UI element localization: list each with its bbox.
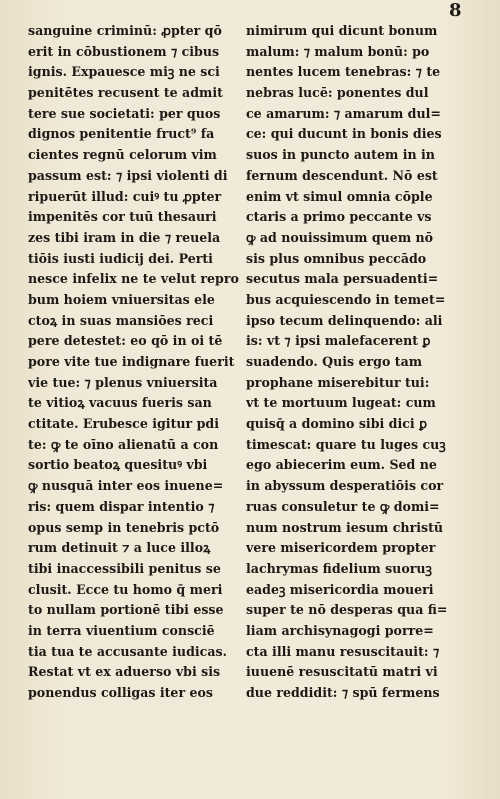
left-column-line: zes tibi iram in die ⁊ reuela xyxy=(28,229,221,245)
right-column-line: nentes lucem tenebras: ⁊ te xyxy=(246,64,441,80)
left-column-line: cientes regnū celorum vim xyxy=(28,147,217,163)
left-column-line: te vitioꝝ vacuus fueris san xyxy=(28,395,212,411)
right-column-line: ruas consuletur te ꝙ domi= xyxy=(246,498,440,514)
left-column-line: sortio beatoꝝ quesituꝰ vbi xyxy=(28,457,208,473)
right-column-line: sis plus omnibus peccādo xyxy=(246,250,427,266)
right-column-line: ctaris a primo peccante vs xyxy=(246,209,432,225)
left-column-line: te: ꝙ te oīno alienatū a con xyxy=(28,436,219,452)
left-column-line: Restat vt ex aduerso vbi sis xyxy=(28,664,221,680)
right-column-line: num nostrum iesum christū xyxy=(246,519,444,535)
right-column-line: vere misericordem propter xyxy=(246,540,436,556)
left-column-line: clusit. Ecce tu homo q̄ meri xyxy=(28,581,223,597)
left-column-line: pore vite tue indignare fuerit xyxy=(28,354,235,369)
right-column-line: cta illi manu resuscitauit: ⁊ xyxy=(246,643,440,659)
right-column-line: nimirum qui dicunt bonum xyxy=(246,23,438,38)
right-text-column xyxy=(246,21,468,704)
right-column-line: enim vt simul omnia cōple xyxy=(246,188,433,204)
page-number: 8 xyxy=(448,0,462,21)
right-column-line: timescat: quare tu luges cuꝫ xyxy=(246,436,446,452)
right-column-line: malum: ⁊ malum bonū: po xyxy=(246,43,430,59)
left-text-column xyxy=(28,21,244,704)
right-column-line: iuuenē resuscitatū matri vi xyxy=(246,664,438,680)
right-column-line: vt te mortuum lugeat: cum xyxy=(246,395,436,411)
left-column-line: in terra viuentium consciē xyxy=(28,622,215,638)
left-column-line: to nullam portionē tibi esse xyxy=(28,602,224,618)
left-column-line: ris: quem dispar intentio ⁊ xyxy=(28,498,215,514)
left-column-line: rum detinuit ⁊ a luce illoꝝ xyxy=(28,540,211,556)
left-column-line: tia tua te accusante iudicas. xyxy=(28,643,227,659)
right-column-line: super te nō desperas qua fi= xyxy=(246,602,448,618)
left-column-line: tiōis iusti iudicij dei. Perti xyxy=(28,250,213,266)
left-column-line: bum hoiem vniuersitas ele xyxy=(28,291,215,307)
left-column-line: ripuerūt illud: cuiꝰ tu ꝓpter xyxy=(28,188,222,204)
right-column-line: ego abiecerim eum. Sed ne xyxy=(246,457,437,473)
right-column-line: ꝙ ad nouissimum quem nō xyxy=(246,229,434,245)
left-column-line: sanguine criminū: ꝓpter qō xyxy=(28,23,222,38)
right-column-line: bus acquiescendo in temet= xyxy=(246,291,446,307)
left-column-line: erit in cōbustionem ⁊ cibus xyxy=(28,43,220,59)
right-column-line: quisq̄ a domino sibi dici ꝑ xyxy=(246,416,428,432)
right-column-line: suadendo. Quis ergo tam xyxy=(246,354,423,369)
left-column-line: vie tue: ⁊ plenus vniuersita xyxy=(28,374,218,390)
right-column-line: lachrymas fidelium suoruꝫ xyxy=(246,560,432,576)
left-column-line: ignis. Expauesce miꝫ ne sci xyxy=(28,64,220,80)
left-column-line: ꝙ nusquā inter eos inuene= xyxy=(28,478,224,494)
left-column-line: penitētes recusent te admit xyxy=(28,85,223,101)
left-column-line: nesce infelix ne te velut repro xyxy=(28,271,239,287)
right-column-line: fernum descendunt. Nō est xyxy=(246,167,438,183)
right-column-line: ce: qui ducunt in bonis dies xyxy=(246,126,442,142)
right-column-line: nebras lucē: ponentes dul xyxy=(246,85,429,101)
right-column-line: due reddidit: ⁊ spū fermens xyxy=(246,685,440,700)
left-column-line: tere sue societati: per quos xyxy=(28,105,221,121)
right-column-line: ce amarum: ⁊ amarum dul= xyxy=(246,105,441,121)
left-column-line: ponendus colligas iter eos xyxy=(28,685,213,700)
right-column-line: prophane miserebitur tui: xyxy=(246,374,430,390)
right-column-line: in abyssum desperatiōis cor xyxy=(246,478,444,494)
left-column-line: pere detestet: eo qō in oi tē xyxy=(28,333,223,349)
right-column-line: eadeꝫ misericordia moueri xyxy=(246,581,434,597)
right-column-line: is: vt ⁊ ipsi malefacerent ꝑ xyxy=(246,333,431,349)
right-column-line: ipso tecum delinquendo: ali xyxy=(246,312,443,328)
right-column-line: secutus mala persuadenti= xyxy=(246,271,439,287)
left-column-line: opus semp in tenebris pctō xyxy=(28,519,220,535)
left-column-line: ctitate. Erubesce igitur pdi xyxy=(28,416,219,432)
left-column-line: tibi inaccessibili penitus se xyxy=(28,560,221,576)
left-column-line: ctoꝝ in suas mansiōes reci xyxy=(28,312,214,328)
left-column-line: impenitēs cor tuū thesauri xyxy=(28,209,217,225)
right-column-line: liam archisynagogi porre= xyxy=(246,622,434,638)
left-column-line: dignos penitentie fruct⁹ fa xyxy=(28,126,215,142)
right-column-line: suos in puncto autem in in xyxy=(246,147,435,163)
left-column-line: passum est: ⁊ ipsi violenti di xyxy=(28,167,228,183)
